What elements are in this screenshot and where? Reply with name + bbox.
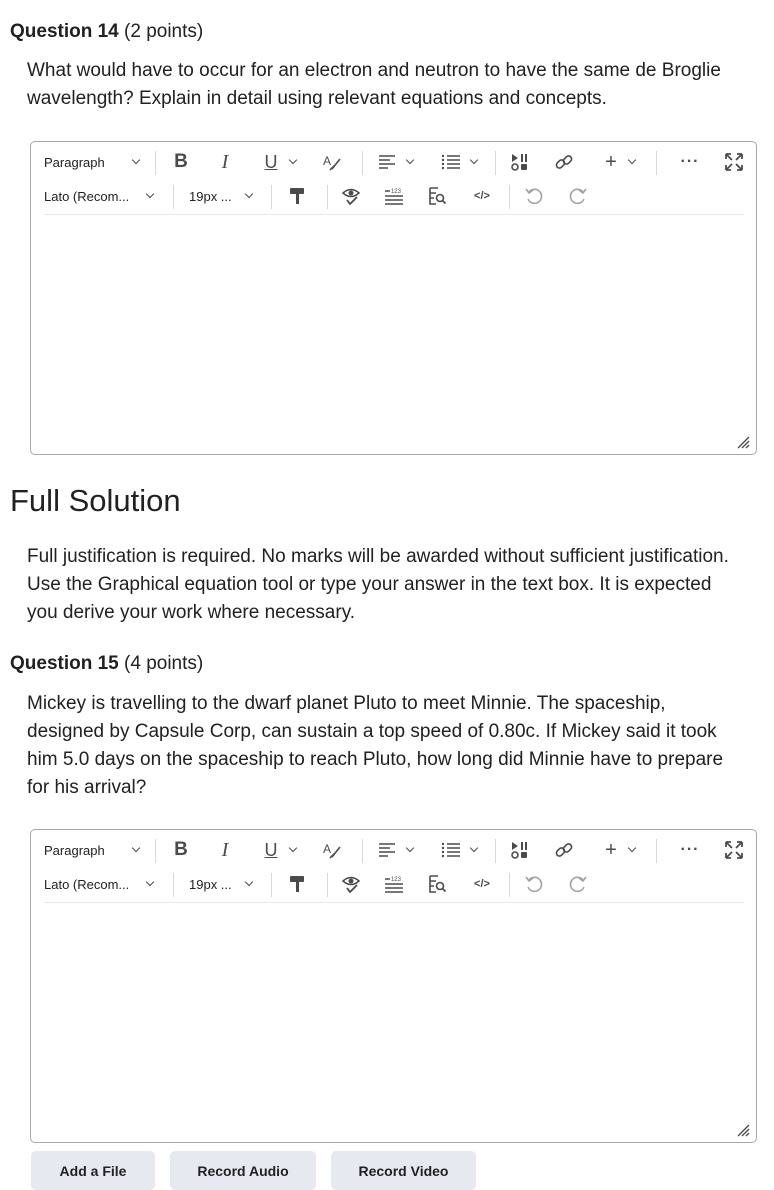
italic-icon[interactable]: I [221,150,229,173]
toolbar-row-1 [31,835,756,865]
accessibility-checker-icon[interactable] [339,869,363,899]
add-file-button[interactable]: Add a File [31,1151,155,1190]
answer-text-area-q15[interactable] [32,904,755,1141]
font-family-label: Lato (Recom... [44,188,130,204]
align-icon[interactable] [375,835,399,865]
toolbar-divider [44,214,744,215]
paragraph-chevron-down-icon[interactable] [126,147,140,177]
link-icon[interactable] [552,147,576,177]
link-icon[interactable] [552,835,576,865]
font-family-chevron-down-icon[interactable] [143,181,157,211]
question-15-text: Mickey is travelling to the dwarf planet Pluto to meet Minnie. The spaceship, designed by Capsule Corp, can sustain a top speed of 0.80c. If Mickey said it took him 5.0 days on the spaceship to reach Pluto, how long did Minnie have to prepare for his arrival? [27,693,724,798]
question-14-text: What would have to occur for an electron and neutron to have the same de Broglie wavelength? Explain in detail using relevant equations and concepts. [27,60,721,109]
paragraph-format-label: Paragraph [44,154,105,170]
font-size-select[interactable] [189,869,245,899]
insert-plus-icon[interactable]: + [605,838,617,861]
redo-icon[interactable] [566,181,590,211]
source-code-icon[interactable]: </> [474,878,490,890]
underline-icon[interactable]: U [264,151,278,172]
equation-icon[interactable] [382,181,406,211]
insert-plus-icon[interactable]: + [605,150,617,173]
answer-editor-q14[interactable] [30,141,757,455]
more-options-icon[interactable]: ··· [680,841,700,858]
bold-icon[interactable]: B [174,151,188,172]
more-options-icon[interactable]: ··· [680,153,700,170]
font-size-label: 19px ... [189,188,232,204]
preview-icon[interactable] [425,181,449,211]
svg-text:A: A [323,154,332,168]
list-icon[interactable] [439,147,463,177]
fullscreen-icon[interactable] [722,835,746,865]
preview-icon[interactable] [425,869,449,899]
equation-icon[interactable] [382,869,406,899]
redo-icon[interactable] [566,869,590,899]
fullscreen-icon[interactable] [722,147,746,177]
undo-icon[interactable] [522,181,546,211]
question-15-title: Question 15 [10,653,119,674]
record-video-button[interactable]: Record Video [331,1151,476,1190]
list-chevron-down-icon[interactable] [467,835,481,865]
source-code-icon[interactable]: </> [474,190,490,202]
toolbar-row-2 [31,181,756,211]
svg-text:123: 123 [391,877,402,883]
answer-text-area-q14[interactable] [32,216,755,453]
italic-icon[interactable]: I [221,838,229,861]
text-color-icon[interactable] [320,147,344,177]
format-painter-icon[interactable] [285,869,309,899]
font-size-chevron-down-icon[interactable] [242,181,256,211]
paragraph-chevron-down-icon[interactable] [126,835,140,865]
font-family-chevron-down-icon[interactable] [143,869,157,899]
format-painter-icon[interactable] [285,181,309,211]
toolbar-row-1 [31,147,756,177]
accessibility-checker-icon[interactable] [339,181,363,211]
question-14-heading [10,20,203,44]
toolbar-divider [44,902,744,903]
align-chevron-down-icon[interactable] [403,147,417,177]
question-14-title: Question 14 [10,21,119,42]
question-14-points: (2 points) [124,21,204,42]
list-chevron-down-icon[interactable] [467,147,481,177]
underline-chevron-down-icon[interactable] [286,147,300,177]
insert-chevron-down-icon[interactable] [625,147,639,177]
record-audio-button[interactable]: Record Audio [170,1151,316,1190]
text-color-icon[interactable] [320,835,344,865]
align-icon[interactable] [375,147,399,177]
list-icon[interactable] [439,835,463,865]
undo-icon[interactable] [522,869,546,899]
resize-grip-icon[interactable] [736,1123,750,1137]
insert-media-icon[interactable] [508,147,532,177]
svg-text:A: A [323,842,332,856]
bold-icon[interactable]: B [174,839,188,860]
align-chevron-down-icon[interactable] [403,835,417,865]
font-size-label: 19px ... [189,876,232,892]
font-family-label: Lato (Recom... [44,876,130,892]
resize-grip-icon[interactable] [736,435,750,449]
question-15-heading [10,652,203,676]
full-solution-instructions: Full justification is required. No marks will be awarded without sufficient justification. Use the Graphical equation tool or type your answer in the text box. It is expected you derive your work where necessary. [27,546,729,623]
font-size-chevron-down-icon[interactable] [242,869,256,899]
font-family-select[interactable] [44,181,138,211]
answer-editor-q15[interactable] [30,829,757,1143]
svg-text:123: 123 [391,189,402,195]
insert-chevron-down-icon[interactable] [625,835,639,865]
underline-chevron-down-icon[interactable] [286,835,300,865]
insert-media-icon[interactable] [508,835,532,865]
toolbar-row-2 [31,869,756,899]
paragraph-format-label: Paragraph [44,842,105,858]
font-size-select[interactable] [189,181,245,211]
full-solution-heading: Full Solution [10,483,181,518]
question-15-points: (4 points) [124,653,204,674]
font-family-select[interactable] [44,869,138,899]
underline-icon[interactable]: U [264,839,278,860]
